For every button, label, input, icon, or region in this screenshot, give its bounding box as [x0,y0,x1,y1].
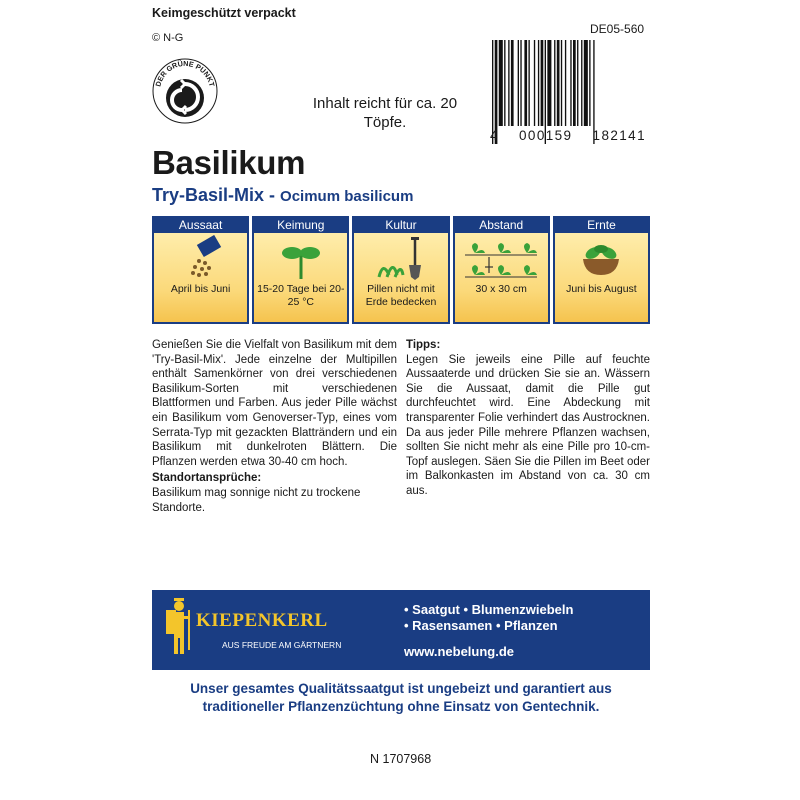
shovel-plant-icon [354,233,447,283]
product-title: Basilikum [152,144,306,181]
location-heading: Standortansprüche: [152,472,262,485]
barcode-bar [499,40,503,126]
card-abstand [453,216,550,324]
barcode-bar [557,40,560,126]
brand-product-line: • Rasensamen • Pflanzen [404,618,558,633]
card-title: Abstand [455,218,548,233]
barcode-bar [577,40,578,126]
barcode-bar [511,40,514,126]
card-text: Pillen nicht mit Erde bedecken [365,283,437,308]
card-text: April bis Juni [170,283,231,295]
card-text: 30 x 30 cm [475,283,527,295]
barcode-bar [508,40,509,126]
barcode-bar [534,40,535,126]
brand-products [404,602,573,634]
barcode-bar [547,40,551,126]
card-text: 15-20 Tage bei 20-25 °C [257,283,345,308]
card-text: Juni bis August [566,283,637,295]
barcode-bar [573,40,576,126]
card-ernte [553,216,650,324]
barcode-bar [541,40,544,126]
description-column [152,338,397,515]
latin-name: Ocimum basilicum [280,188,414,205]
barcode-bar [554,40,555,126]
card-aussaat [152,216,249,324]
seed-packet-icon [154,233,247,283]
copyright: © N-G [152,32,184,44]
card-title: Ernte [555,218,648,233]
spacing-icon [455,233,548,283]
kiepenkerl-figure-icon [162,596,194,656]
brand-banner [152,590,650,670]
barcode-bar [581,40,582,126]
barcode-bar [565,40,566,126]
content-note: Inhalt reicht für ca. 20 Töpfe. [312,95,458,131]
location-text: Basilikum mag sonnige nicht zu trockene Standorte. [152,486,361,514]
barcode-bar [561,40,562,126]
harvest-bowl-icon [555,233,648,283]
barcode-digit-group: 4 [490,128,499,143]
brand-tagline: AUS FREUDE AM GÄRTNERN [222,640,342,650]
tips-heading: Tipps: [406,339,441,351]
description-text: Genießen Sie die Vielfalt von Basilikum mit dem 'Try-Basil-Mix'. Jede einzelne der Multipillen enthält Samenkörner von drei verschiedenen Basilikum-Sorten mit verschiedenen Blattformen und Farben. Aus jeder Pille wächst ein Basilikum vom Genoverser-Typ, eines vom Serrata-Typ mit gezackten Blatträndern und ein Basilikum mit dunkelroten Blättern. Die Pflanzen werden etwa 30-40 cm hoch. [152,339,397,468]
barcode-bar [520,40,521,126]
tips-column [406,338,650,499]
barcode-bar [570,40,571,126]
barcode-bar [538,40,539,126]
lot-number: N 1707968 [370,752,432,766]
card-title: Keimung [254,218,347,233]
brand-url[interactable]: www.nebelung.de [404,644,515,659]
barcode-bar [584,40,588,126]
green-dot-logo [152,58,218,124]
brand-product-line: • Saatgut • Blumenzwiebeln [404,602,574,617]
card-kultur [352,216,449,324]
tips-text: Legen Sie jeweils eine Pille auf feuchte Aussaaterde und drücken Sie sie an. Wässern Sie die Aussaat, damit die Pille gut durchfeuchtet wird. Eine Abdeckung mit transparenter Folie verhindert das Austrocknen. Da aus jeder Pille mehrere Pflanzen wachsen, sollten Sie nicht mehr als eine Pille pro 10-cm-Topf auslegen. Säen Sie die Pillen im Beet oder im Balkonkasten im Abstand von ca. 30 cm aus. [406,353,650,497]
product-subtitle [152,185,413,206]
card-title: Aussaat [154,218,247,233]
barcode-digit-group: 000159 [519,128,573,143]
barcode-bar [504,40,505,126]
barcode-digit-group: 182141 [592,128,646,143]
info-cards [152,216,650,324]
variety-name: Try-Basil-Mix - [152,185,281,205]
sprout-icon [254,233,347,283]
brand-name: KIEPENKERL [196,610,328,631]
barcode-bar [589,40,590,126]
barcode-bar [528,40,529,126]
barcode-bar [524,40,527,126]
quality-note: Unser gesamtes Qualitätssaatgut ist ungebeizt und garantiert aus traditioneller Pflanzenzüchtung ohne Einsatz von Gentechnik. [190,681,612,714]
card-keimung [252,216,349,324]
barcode-digits [490,128,646,143]
card-title: Kultur [354,218,447,233]
article-code: DE05-560 [590,22,645,36]
protection-note: Keimgeschützt verpackt [152,6,296,20]
green-dot-text: DER GRÜNE PUNKT [153,58,217,88]
barcode-bar [518,40,519,126]
